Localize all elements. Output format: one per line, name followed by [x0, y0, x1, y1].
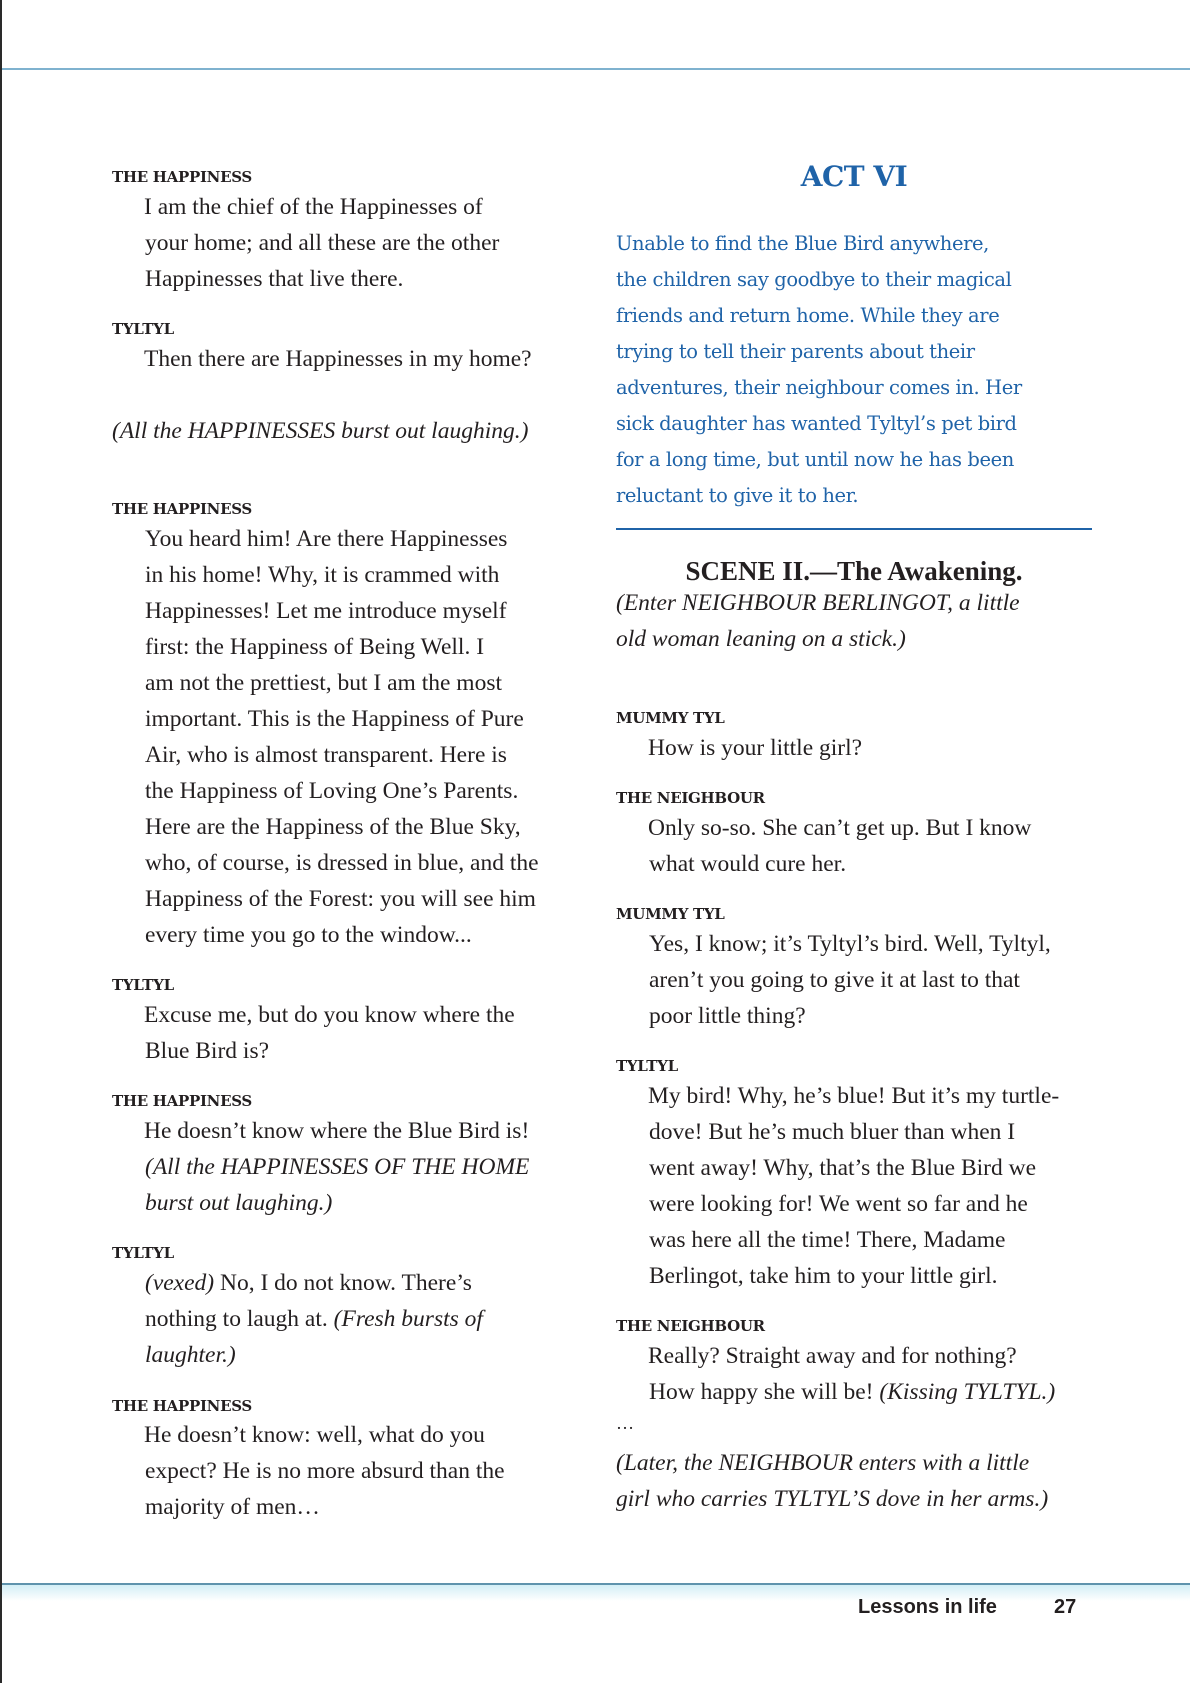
dialogue-line: My bird! Why, he’s blue! But it’s my turtle-	[648, 1083, 1060, 1109]
stage-direction: (All the HAPPINESSES burst out laughing.)	[112, 418, 529, 444]
speaker-label: THE NEIGHBOUR	[616, 1317, 765, 1335]
stage-direction: girl who carries TYLTYL’S dove in her arms.)	[616, 1486, 1049, 1512]
dialogue-line: Excuse me, but do you know where the	[144, 1002, 515, 1028]
speaker-label: MUMMY TYL	[616, 905, 725, 923]
act-title: ACT VI	[800, 160, 908, 193]
act-summary-line: Unable to find the Blue Bird anywhere,	[616, 232, 989, 255]
dialogue-line: first: the Happiness of Being Well. I	[145, 634, 485, 660]
dialogue-line: Then there are Happinesses in my home?	[144, 346, 532, 372]
stage-direction: (Later, the NEIGHBOUR enters with a little	[616, 1450, 1030, 1476]
speaker-label: MUMMY TYL	[616, 709, 725, 727]
dialogue-line: Air, who is almost transparent. Here is	[145, 742, 507, 768]
speaker-label: THE HAPPINESS	[112, 500, 252, 518]
speaker-label: THE HAPPINESS	[112, 1092, 252, 1110]
dialogue-line: Really? Straight away and for nothing?	[648, 1343, 1017, 1369]
dialogue-text: nothing to laugh at.	[145, 1306, 334, 1332]
dialogue-line: aren’t you going to give it at last to that	[649, 967, 1020, 993]
dialogue-line: Only so-so. She can’t get up. But I know	[648, 815, 1032, 841]
dialogue-text: No, I do not know. There’s	[214, 1270, 472, 1296]
dialogue-line: Blue Bird is?	[145, 1038, 270, 1064]
dialogue-line: the Happiness of Loving One’s Parents.	[145, 778, 519, 804]
dialogue-line: your home; and all these are the other	[145, 230, 500, 256]
speaker-label: TYLTYL	[616, 1057, 678, 1075]
page-number: 27	[1054, 1596, 1077, 1618]
stage-direction: (Kissing TYLTYL.)	[879, 1379, 1056, 1405]
dialogue-line	[145, 1272, 472, 1296]
dialogue-line: was here all the time! There, Madame	[649, 1227, 1006, 1253]
act-summary-line: sick daughter has wanted Tyltyl’s pet bird	[616, 412, 1017, 435]
speaker-label: THE HAPPINESS	[112, 168, 252, 186]
dialogue-text: How happy she will be!	[649, 1379, 880, 1405]
dialogue-line: He doesn’t know: well, what do you	[144, 1422, 485, 1448]
dialogue-line: poor little thing?	[649, 1003, 806, 1029]
dialogue-line: He doesn’t know where the Blue Bird is!	[144, 1118, 530, 1144]
dialogue-line: Berlingot, take him to your little girl.	[649, 1263, 998, 1289]
dialogue-line: Here are the Happiness of the Blue Sky,	[145, 814, 521, 840]
act-summary-line: reluctant to give it to her.	[616, 484, 859, 507]
dialogue-line: majority of men…	[145, 1494, 320, 1520]
dialogue-line: Happiness of the Forest: you will see him	[145, 886, 536, 912]
stage-direction: laughter.)	[145, 1342, 236, 1368]
dialogue-line: every time you go to the window...	[145, 922, 472, 948]
ellipsis: …	[616, 1413, 634, 1433]
dialogue-line: dove! But he’s much bluer than when I	[649, 1119, 1016, 1145]
dialogue-line: Happinesses! Let me introduce myself	[145, 598, 507, 624]
dialogue-line: Happinesses that live there.	[145, 266, 404, 292]
dialogue-line: went away! Why, that’s the Blue Bird we	[649, 1155, 1037, 1181]
stage-direction: (All the HAPPINESSES OF THE HOME	[145, 1154, 530, 1180]
speaker-label: THE HAPPINESS	[112, 1397, 252, 1415]
speaker-label: TYLTYL	[112, 320, 174, 338]
speaker-label: TYLTYL	[112, 1244, 174, 1262]
summary-divider	[616, 528, 1092, 530]
act-summary-line: adventures, their neighbour comes in. Her	[616, 376, 1022, 399]
dialogue-line	[649, 1381, 1055, 1405]
footer-section-title: Lessons in life	[858, 1596, 997, 1618]
dialogue-line: Yes, I know; it’s Tyltyl’s bird. Well, Tyltyl,	[649, 931, 1051, 957]
stage-direction: (Fresh bursts of	[333, 1306, 483, 1332]
page-edge	[0, 0, 2, 1683]
stage-direction: (vexed)	[145, 1270, 215, 1296]
dialogue-line: what would cure her.	[649, 851, 847, 877]
speaker-label: TYLTYL	[112, 976, 174, 994]
dialogue-line: You heard him! Are there Happinesses	[145, 526, 508, 552]
dialogue-line: I am the chief of the Happinesses of	[144, 194, 483, 220]
act-summary-line: the children say goodbye to their magical	[616, 268, 1012, 291]
stage-direction: old woman leaning on a stick.)	[616, 626, 906, 652]
act-summary-line: friends and return home. While they are	[616, 304, 1000, 327]
header-rule	[2, 68, 1190, 70]
stage-direction: burst out laughing.)	[145, 1190, 333, 1216]
dialogue-line: expect? He is no more absurd than the	[145, 1458, 505, 1484]
act-summary-line: trying to tell their parents about their	[616, 340, 975, 363]
dialogue-line: who, of course, is dressed in blue, and the	[145, 850, 539, 876]
dialogue-line	[145, 1308, 483, 1332]
act-summary-line: for a long time, but until now he has been	[616, 448, 1014, 471]
speaker-label: THE NEIGHBOUR	[616, 789, 765, 807]
dialogue-line: were looking for! We went so far and he	[649, 1191, 1028, 1217]
dialogue-line: in his home! Why, it is crammed with	[145, 562, 500, 588]
scene-title: SCENE II.—The Awakening.	[685, 556, 1023, 586]
dialogue-line: How is your little girl?	[648, 735, 863, 761]
footer-band	[2, 1585, 1190, 1601]
dialogue-line: important. This is the Happiness of Pure	[145, 706, 524, 732]
dialogue-line: am not the prettiest, but I am the most	[145, 670, 502, 696]
stage-direction: (Enter NEIGHBOUR BERLINGOT, a little	[616, 590, 1020, 616]
